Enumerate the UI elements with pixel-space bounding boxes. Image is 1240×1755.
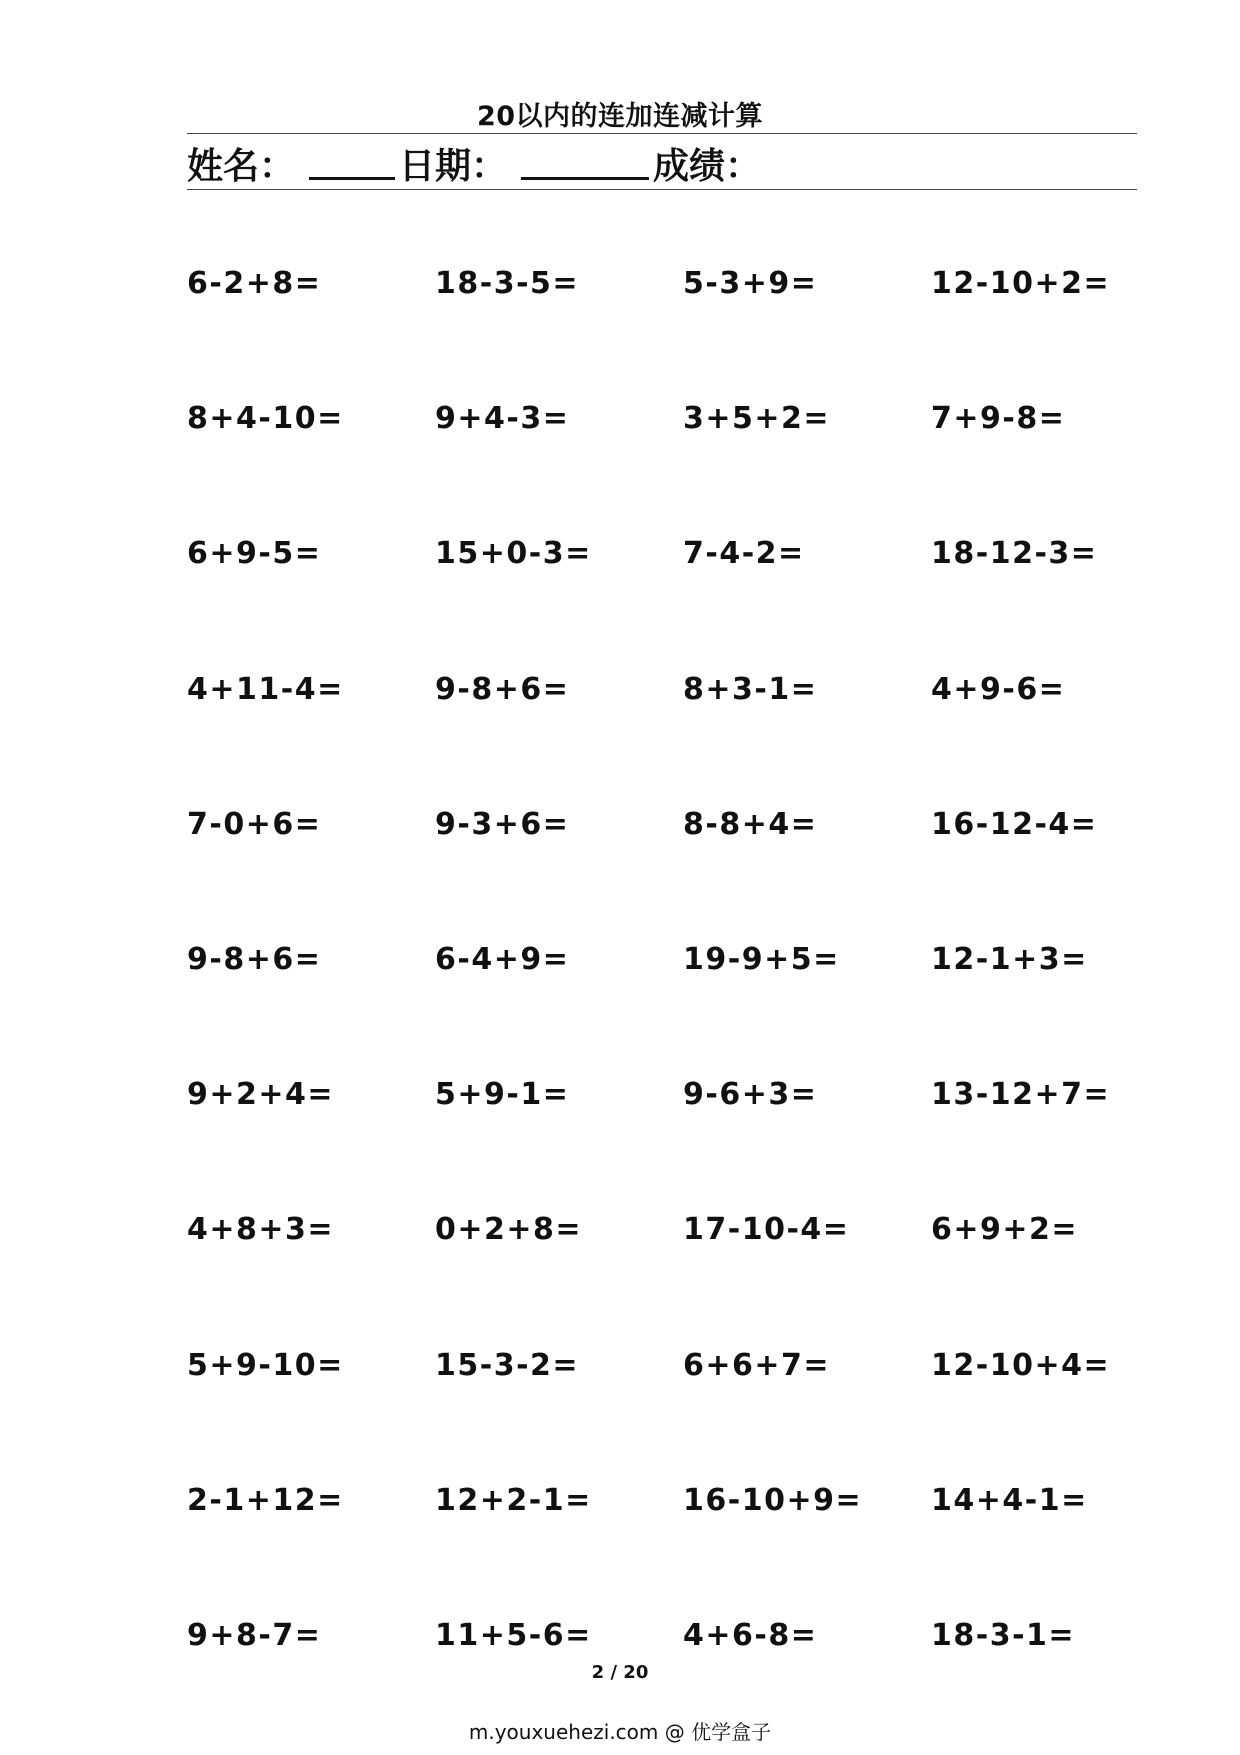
date-label: 日期：	[399, 145, 508, 187]
math-problem: 18-3-5=	[435, 266, 580, 301]
math-problem: 9-3+6=	[435, 806, 570, 842]
math-problem: 9+2+4=	[187, 1077, 335, 1113]
date-blank[interactable]	[521, 147, 649, 180]
math-problem: 7+9-8=	[931, 401, 1066, 437]
math-problem: 12-1+3=	[931, 941, 1088, 977]
student-info-header	[187, 138, 761, 188]
math-problem: 17-10-4=	[683, 1212, 850, 1248]
math-problem: 4+11-4=	[187, 671, 344, 707]
problem-grid	[187, 256, 1179, 1743]
math-problem: 12-10+2=	[931, 266, 1111, 301]
math-problem: 8+3-1=	[683, 671, 818, 707]
math-problem: 18-12-3=	[931, 536, 1098, 572]
math-problem: 18-3-1=	[931, 1617, 1076, 1653]
math-problem: 16-10+9=	[683, 1482, 863, 1518]
math-problem: 11+5-6=	[435, 1617, 592, 1653]
math-problem: 6-2+8=	[187, 266, 322, 301]
math-problem: 4+8+3=	[187, 1212, 335, 1248]
math-problem: 14+4-1=	[931, 1482, 1088, 1518]
header-bottom-rule	[187, 189, 1137, 190]
name-blank[interactable]	[309, 147, 395, 180]
math-problem: 8+4-10=	[187, 401, 344, 437]
math-problem: 19-9+5=	[683, 941, 840, 977]
math-problem: 12-10+4=	[931, 1347, 1111, 1383]
math-problem: 4+6-8=	[683, 1617, 818, 1653]
score-label: 成绩：	[653, 145, 762, 187]
math-problem: 15+0-3=	[435, 536, 592, 572]
math-problem: 7-0+6=	[187, 806, 322, 842]
math-problem: 8-8+4=	[683, 806, 818, 842]
header-top-rule	[187, 133, 1137, 134]
math-problem: 16-12-4=	[931, 806, 1098, 842]
math-problem: 13-12+7=	[931, 1077, 1111, 1113]
math-problem: 12+2-1=	[435, 1482, 592, 1518]
page-number: 2 / 20	[591, 1662, 649, 1683]
math-problem: 9-6+3=	[683, 1077, 818, 1113]
math-problem: 6+9+2=	[931, 1212, 1079, 1248]
math-problem: 4+9-6=	[931, 671, 1066, 707]
math-problem: 6-4+9=	[435, 941, 570, 977]
math-problem: 5+9-10=	[187, 1347, 344, 1383]
page-title: 20以内的连加连减计算	[476, 101, 764, 132]
math-problem: 2-1+12=	[187, 1482, 344, 1518]
math-problem: 9+8-7=	[187, 1617, 322, 1653]
math-problem: 0+2+8=	[435, 1212, 583, 1248]
math-problem: 9+4-3=	[435, 401, 570, 437]
math-problem: 15-3-2=	[435, 1347, 580, 1383]
math-problem: 6+9-5=	[187, 536, 322, 572]
math-problem: 5-3+9=	[683, 266, 818, 301]
math-problem: 7-4-2=	[683, 536, 805, 572]
math-problem: 3+5+2=	[683, 401, 831, 437]
name-label: 姓名：	[187, 145, 296, 187]
math-problem: 5+9-1=	[435, 1077, 570, 1113]
math-problem: 9-8+6=	[435, 671, 570, 707]
math-problem: 9-8+6=	[187, 941, 322, 977]
footer-watermark: m.youxuehezi.com @ 优学盒子	[468, 1720, 772, 1744]
math-problem: 6+6+7=	[683, 1347, 831, 1383]
